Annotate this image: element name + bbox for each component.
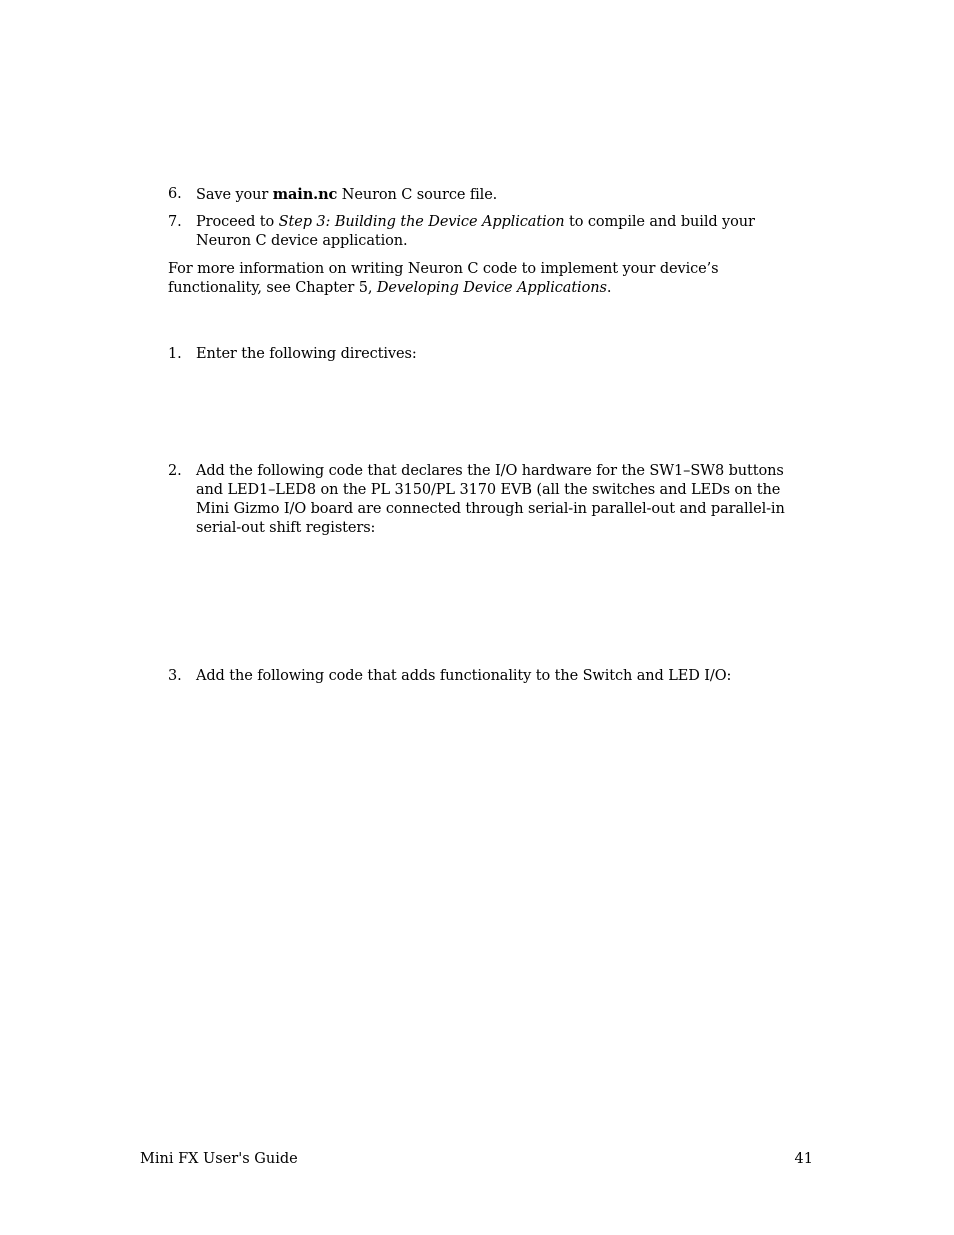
footer-title: Mini FX User's Guide [140,1151,298,1167]
list-number: 3. [168,668,182,684]
list-number: 6. [168,186,182,202]
more-info-paragraph [168,260,814,298]
list-item-functionality [168,667,818,686]
list-item-text: Enter the following directives: [196,346,417,362]
text-run: Proceed to [196,214,279,230]
list-item-directives [168,345,818,364]
list-item-io-declarations [168,462,818,538]
list-item-text [196,185,818,205]
list-number: 1. [168,346,182,362]
list-item-text: Add the following code that adds functionality to the Switch and LED I/O: [196,668,732,684]
list-item-step-7 [168,213,818,251]
section-reference: Step 3: Building the Device Application [278,214,565,230]
list-number: 2. [168,463,182,479]
chapter-reference: Developing Device Applications [376,280,607,296]
text-run: . [606,280,612,296]
filename-bold: main.nc [272,186,338,203]
list-item-text: Add the following code that declares the I/O hardware for the SW1–SW8 buttons and LED1–LED8 on the PL 3150/PL 3170 EVB (all the switches and LEDs on the Mini Gizmo I/O board are connected through serial-in parallel-out and parallel-in serial-out shift registers: [196,463,785,536]
list-item-text [196,213,806,251]
list-item-step-6 [168,185,818,205]
text-run: Neuron C source file. [337,187,498,203]
text-run: Save your [196,187,273,203]
list-number: 7. [168,214,182,230]
text-run: For more information on writing Neuron C code to implement your device’s functionality, see Chapter 5, [168,261,719,296]
text-run: to compile and build your Neuron C device application. [196,214,755,249]
page-number: 41 [794,1151,813,1167]
